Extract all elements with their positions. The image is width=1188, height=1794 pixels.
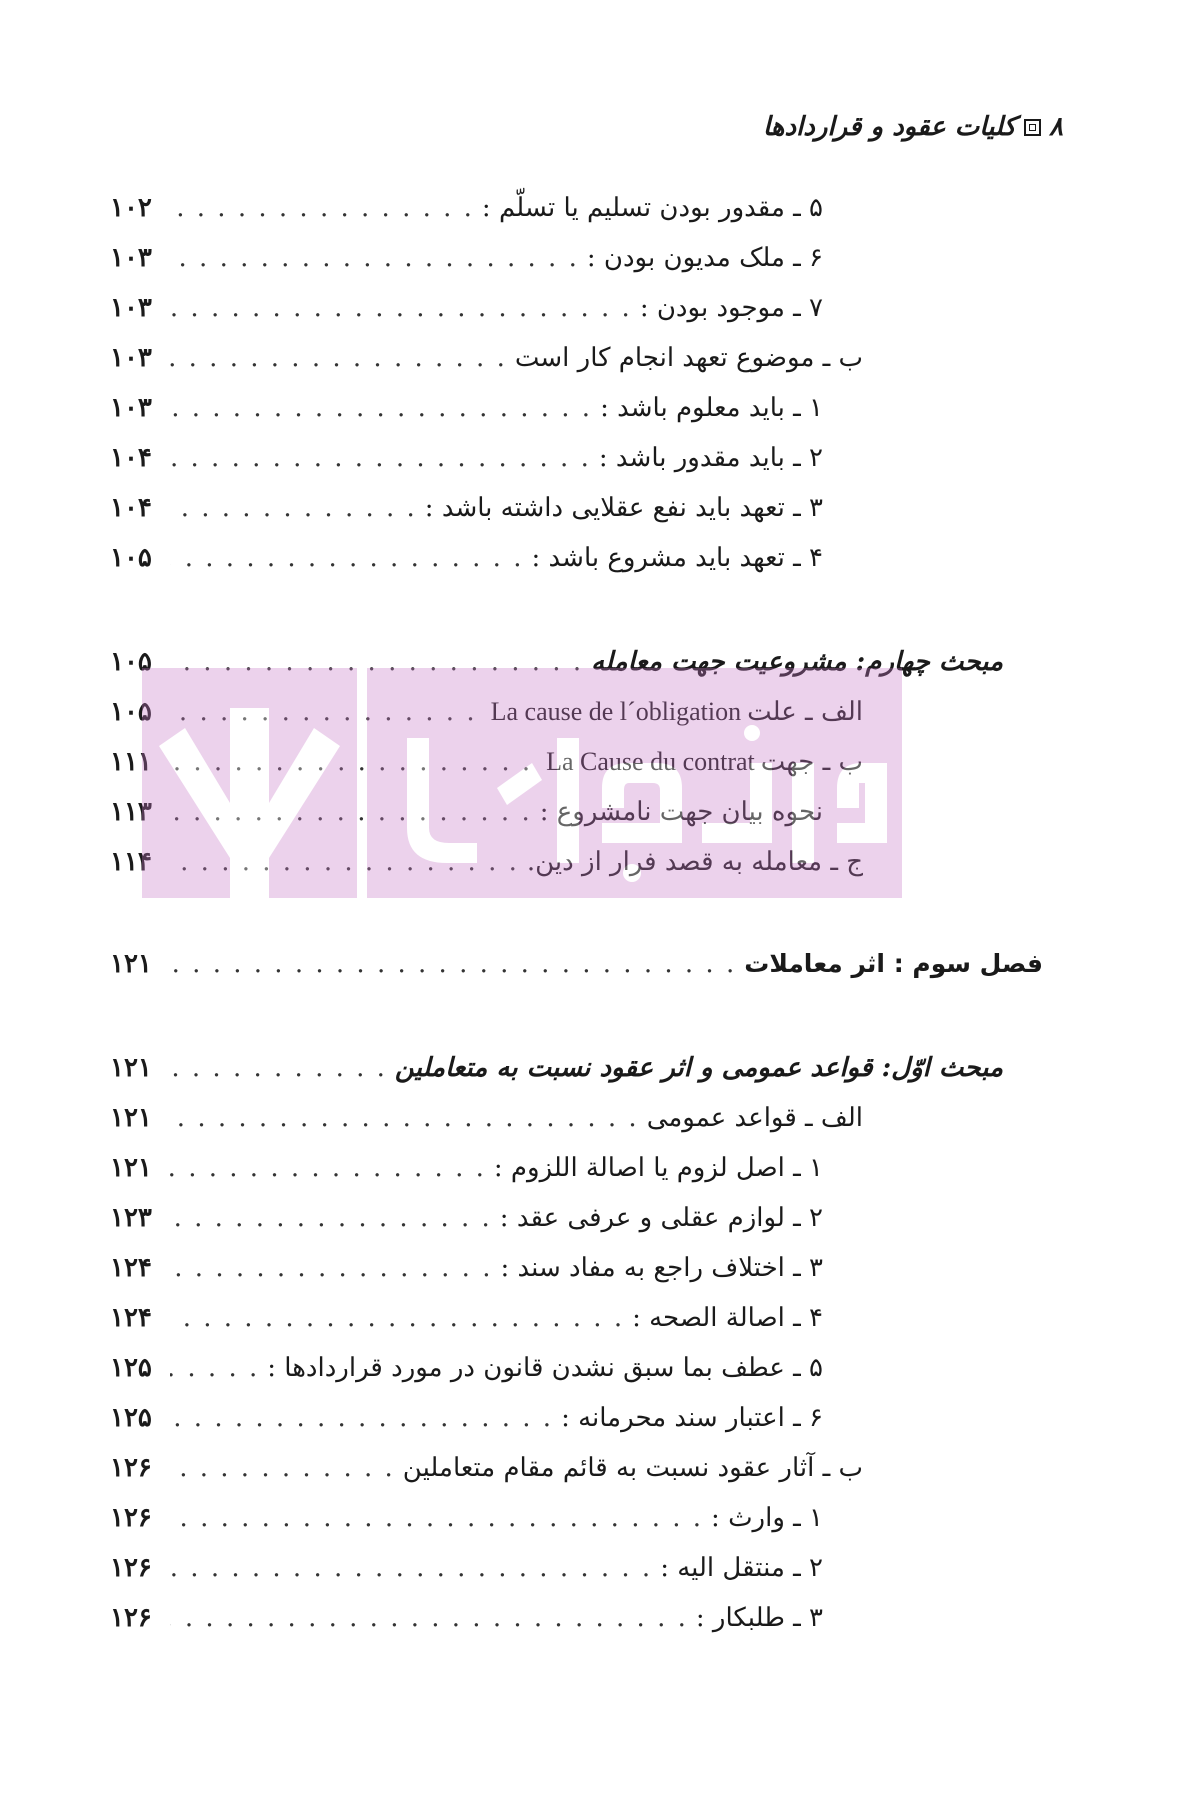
toc-entry-label: مبحث اوّل: قواعد عمومی و اثر عقود نسبت به متعاملین: [394, 1053, 1003, 1083]
toc-entry-label: مبحث چهارم: مشروعیت جهت معامله: [591, 647, 1003, 677]
toc-entry: [110, 488, 823, 528]
toc-chapter-heading: [110, 944, 1043, 984]
dot-leader: [170, 1348, 259, 1388]
dot-leader: [170, 792, 532, 832]
toc-entry-label: ۲ ـ منتقل الیه :: [660, 1553, 823, 1583]
toc-entry-label: ۳ ـ طلبکار :: [695, 1603, 823, 1633]
toc-entry: [110, 842, 863, 882]
dot-leader: [170, 742, 532, 782]
toc-entry: [110, 792, 823, 832]
dot-leader: [170, 1398, 553, 1438]
toc-entry-label: ۶ ـ ملک مدیون بودن :: [586, 243, 823, 273]
dot-leader: [170, 1048, 387, 1088]
toc-entry: [110, 1348, 823, 1388]
toc-entry-label: ۱ ـ باید معلوم باشد :: [600, 393, 823, 423]
toc-entry-page: ۱۲۱: [110, 949, 152, 979]
toc-entry-label: نحوه بیان جهت نامشروع :: [539, 797, 823, 827]
toc-entry: [110, 1548, 823, 1588]
dot-leader: [170, 944, 736, 984]
running-head-page-number: ۸: [1049, 112, 1063, 142]
dot-leader: [170, 1148, 486, 1188]
dot-leader: [170, 188, 474, 228]
toc-entry-label: ۴ ـ اصالة الصحه :: [632, 1303, 823, 1333]
dot-leader: [170, 1598, 688, 1638]
toc-entry-label: ۶ ـ اعتبار سند محرمانه :: [561, 1403, 823, 1433]
dot-leader: [170, 338, 507, 378]
toc-section-heading: [110, 642, 1003, 682]
toc-entry-latin: La Cause du contrat: [546, 747, 755, 776]
dot-leader: [170, 1448, 395, 1488]
toc-entry: [110, 1148, 823, 1188]
toc-entry-label: ۱ ـ اصل لزوم یا اصالة اللزوم :: [493, 1153, 823, 1183]
running-head-title: کلیات عقود و قراردادها: [762, 112, 1017, 142]
toc-entry-page: ۱۱۴: [110, 847, 152, 877]
toc-entry-label: ب ـ آثار عقود نسبت به قائم مقام متعاملین: [402, 1453, 863, 1483]
toc-entry: [110, 338, 863, 378]
dot-leader: [170, 1098, 639, 1138]
dot-leader: [170, 642, 583, 682]
toc-entry: [110, 1248, 823, 1288]
toc-entry: [110, 742, 863, 782]
toc-entry: [110, 1098, 863, 1138]
toc-entry-page: ۱۱۳: [110, 797, 152, 827]
toc-entry-label: ۵ ـ عطف بما سبق نشدن قانون در مورد قراردادها :: [267, 1353, 823, 1383]
toc-entry-page: ۱۲۱: [110, 1103, 152, 1133]
dot-leader: [170, 1298, 624, 1338]
toc-entry: [110, 288, 823, 328]
toc-entry-page: ۱۰۳: [110, 293, 152, 323]
toc-entry-page: ۱۰۵: [110, 647, 152, 677]
toc-entry-page: ۱۲۱: [110, 1053, 152, 1083]
toc-entry-page: ۱۲۱: [110, 1153, 152, 1183]
toc-entry: [110, 238, 823, 278]
toc-section-heading: [110, 1048, 1003, 1088]
dot-leader: [170, 1198, 492, 1238]
toc-entry: [110, 1498, 823, 1538]
toc-entry-page: ۱۰۳: [110, 393, 152, 423]
dot-leader: [170, 488, 417, 528]
toc-entry-page: ۱۲۶: [110, 1453, 152, 1483]
toc-entry-page: ۱۰۵: [110, 697, 152, 727]
toc-entry: [110, 1398, 823, 1438]
toc-entry-page: ۱۲۶: [110, 1503, 152, 1533]
toc-entry-page: ۱۰۳: [110, 243, 152, 273]
toc-entry-page: ۱۲۶: [110, 1553, 152, 1583]
toc-entry-label: ج ـ معامله به قصد فرار از دین.: [526, 847, 863, 877]
dot-leader: [170, 692, 477, 732]
toc-entry-page: ۱۰۵: [110, 543, 152, 573]
dot-leader: [170, 842, 519, 882]
toc-entry-label: فصل سوم : اثر معاملات: [744, 949, 1043, 978]
dot-leader: [170, 288, 632, 328]
toc-entry-page: ۱۲۴: [110, 1303, 152, 1333]
toc-entry-page: ۱۲۵: [110, 1403, 152, 1433]
toc-entry-page: ۱۲۳: [110, 1203, 152, 1233]
toc-entry-label: ب ـ جهت: [760, 747, 863, 777]
toc-entry-page: ۱۰۴: [110, 493, 152, 523]
dot-leader: [170, 1498, 703, 1538]
toc-entry: [110, 692, 863, 732]
toc-entry: [110, 438, 823, 478]
dot-leader: [170, 388, 592, 428]
toc-entry-label: ۴ ـ تعهد باید مشروع باشد :: [531, 543, 823, 573]
toc-entry-label: ۲ ـ باید مقدور باشد :: [598, 443, 823, 473]
toc-entry-label: ۵ ـ مقدور بودن تسلیم یا تسلّم :: [481, 193, 823, 223]
toc-entry: [110, 1198, 823, 1238]
toc-entry: [110, 188, 823, 228]
toc-entry-page: ۱۲۴: [110, 1253, 152, 1283]
toc-entry-label: الف ـ علت: [747, 697, 863, 727]
toc-entry: [110, 1598, 823, 1638]
toc-entry: [110, 1448, 863, 1488]
toc-entry-latin: La cause de l´obligation: [490, 697, 742, 726]
toc-entry-label: ۱ ـ وارث :: [711, 1503, 823, 1533]
toc-entry: [110, 538, 823, 578]
toc-entry-label: ۳ ـ اختلاف راجع به مفاد سند :: [500, 1253, 823, 1283]
toc-entry-page: ۱۱۱: [110, 747, 152, 777]
toc-entry-label: الف ـ قواعد عمومی: [646, 1103, 863, 1133]
toc-entry-page: ۱۲۶: [110, 1603, 152, 1633]
dot-leader: [170, 538, 523, 578]
toc-entry-page: ۱۰۳: [110, 343, 152, 373]
dot-leader: [170, 1548, 652, 1588]
dot-leader: [170, 438, 591, 478]
toc-entry-label: ۲ ـ لوازم عقلی و عرفی عقد :: [499, 1203, 823, 1233]
toc-entry-label: ۷ ـ موجود بودن :: [639, 293, 823, 323]
toc-entry: [110, 388, 823, 428]
toc-entry-label: ۳ ـ تعهد باید نفع عقلایی داشته باشد :: [424, 493, 823, 523]
toc-entry-label: ب ـ موضوع تعهد انجام کار است: [514, 343, 863, 373]
dot-leader: [170, 1248, 492, 1288]
toc-entry-page: ۱۰۲: [110, 193, 152, 223]
dot-leader: [170, 238, 579, 278]
toc-entry: [110, 1298, 823, 1338]
toc-entry-page: ۱۲۵: [110, 1353, 152, 1383]
toc-entry-page: ۱۰۴: [110, 443, 152, 473]
